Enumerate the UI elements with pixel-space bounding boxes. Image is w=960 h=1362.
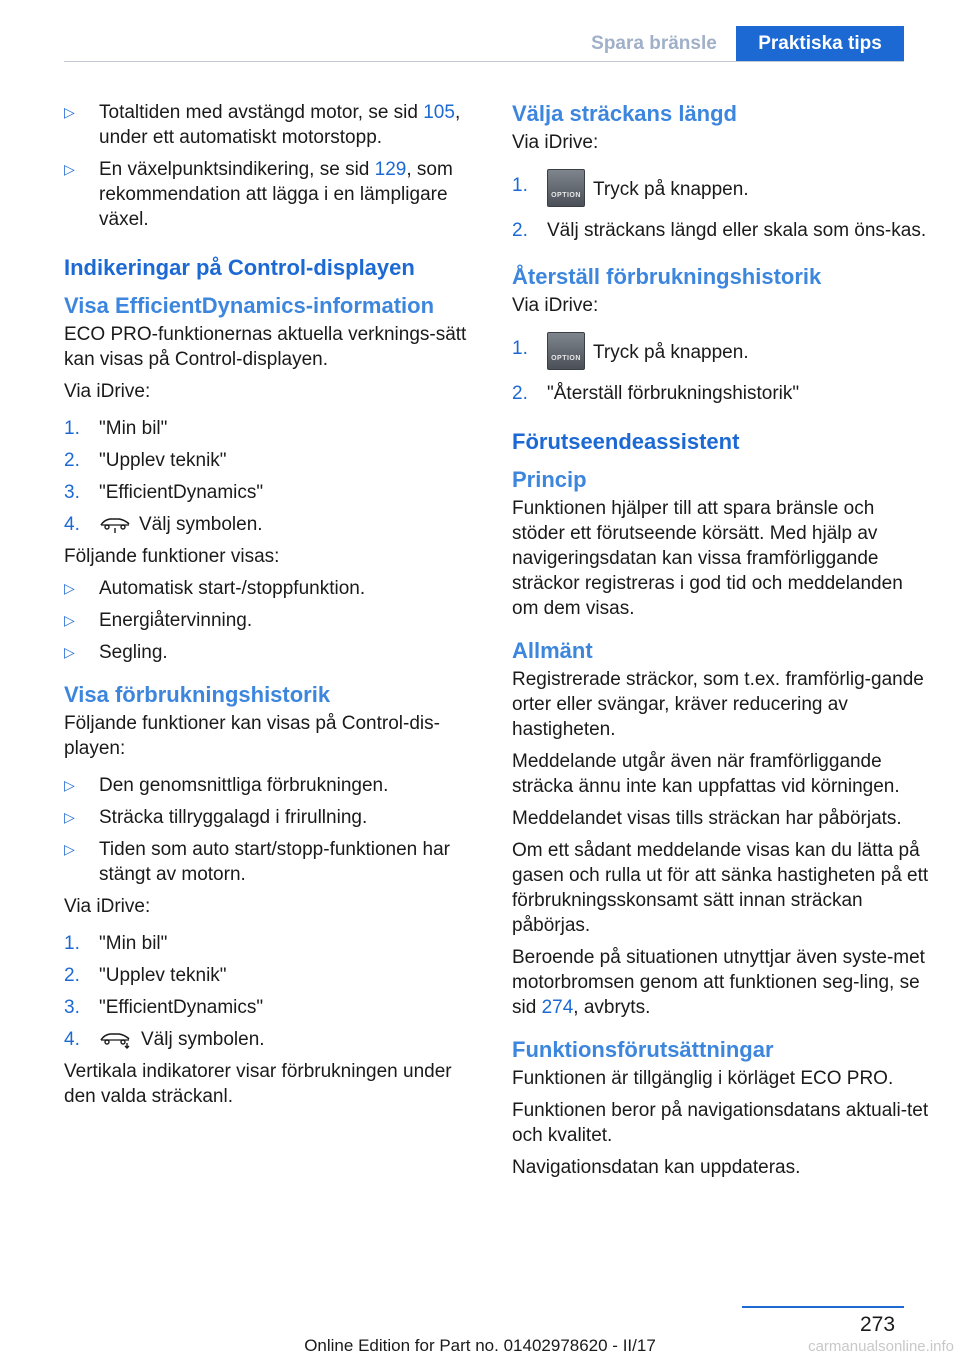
header-divider bbox=[64, 61, 904, 62]
paragraph: Via iDrive: bbox=[512, 295, 599, 316]
bullet-icon: ▷ bbox=[64, 161, 75, 177]
paragraph: Följande funktioner visas: bbox=[64, 546, 280, 567]
list-item: ▷ Automatisk start-/stoppfunktion. bbox=[64, 578, 366, 599]
bullet-icon: ▷ bbox=[64, 841, 75, 857]
subsection-heading: Visa EfficientDynamics-information bbox=[64, 293, 435, 318]
list-item: 1. OPTION Tryck på knappen. bbox=[512, 165, 930, 211]
option-button-icon[interactable]: OPTION bbox=[547, 169, 585, 207]
paragraph: Navigationsdatan kan uppdateras. bbox=[512, 1157, 801, 1178]
section-heading: Indikeringar på Control-displayen bbox=[64, 255, 415, 280]
paragraph: Funktionen hjälper till att spara bränsle och stöder ett förutseende körsätt. Med hjälp av navigeringsdatan kan vissa framförliggande sträckor registreras i god tid och meddelanden om dem visas. bbox=[512, 498, 903, 619]
tab-praktiska-tips[interactable]: Praktiska tips bbox=[736, 26, 904, 62]
bullet-icon: ▷ bbox=[64, 777, 75, 793]
list-item: 2. "Upplev teknik" bbox=[64, 965, 227, 986]
subsection-heading: Princip bbox=[512, 467, 587, 492]
tab-spara-bransle[interactable]: Spara bränsle bbox=[591, 33, 717, 54]
option-button-icon[interactable]: OPTION bbox=[547, 332, 585, 370]
list-item: ▷ Den genomsnittliga förbrukningen. bbox=[64, 775, 389, 796]
bullet-icon: ▷ bbox=[64, 612, 75, 628]
paragraph: Via iDrive: bbox=[64, 381, 151, 402]
list-item: 2. Välj sträckans längd eller skala som öns-kas. bbox=[512, 220, 927, 241]
bullet-icon: ▷ bbox=[64, 104, 75, 120]
paragraph: Via iDrive: bbox=[512, 132, 599, 153]
subsection-heading: Funktionsförutsättningar bbox=[512, 1037, 774, 1062]
eco-car-history-icon bbox=[99, 1031, 133, 1049]
list-item: 1. OPTION Tryck på knappen. bbox=[512, 328, 930, 374]
subsection-heading: Återställ förbrukningshistorik bbox=[512, 264, 822, 289]
left-column bbox=[64, 100, 482, 1116]
list-item: 3. "EfficientDynamics" bbox=[64, 997, 264, 1018]
edition-footer: Online Edition for Part no. 01402978620 - II/17 bbox=[304, 1336, 656, 1355]
paragraph: Funktionen beror på navigationsdatans aktuali-tet och kvalitet. bbox=[512, 1100, 929, 1146]
bullet-icon: ▷ bbox=[64, 580, 75, 596]
page-number: 273 bbox=[860, 1313, 896, 1336]
list-item: ▷ Segling. bbox=[64, 642, 168, 663]
list-item: 1. "Min bil" bbox=[64, 418, 168, 439]
list-item: 2. "Återställ förbrukningshistorik" bbox=[512, 383, 800, 404]
bullet-icon: ▷ bbox=[64, 809, 75, 825]
list-item: ▷ Energiåtervinning. bbox=[64, 610, 253, 631]
page-link[interactable]: 105 bbox=[423, 102, 455, 123]
paragraph: Registrerade sträckor, som t.ex. framförlig-gande orter eller svängar, kräver reducering av hastigheten. bbox=[512, 669, 924, 740]
list-item: ▷ Tiden som auto start/stopp-funktionen har stängt av motorn. bbox=[64, 839, 450, 885]
paragraph: Om ett sådant meddelande visas kan du lätta på gasen och rulla ut för att sänka hastigheten på ett förbrukningsskonsamt sätt innan sträckan påbörjas. bbox=[512, 840, 929, 936]
paragraph: Funktionen är tillgänglig i körläget ECO PRO. bbox=[512, 1068, 894, 1089]
footer-divider bbox=[742, 1306, 904, 1308]
eco-car-icon bbox=[99, 516, 131, 534]
paragraph: Meddelandet visas tills sträckan har påbörjats. bbox=[512, 808, 902, 829]
list-item: 4. Välj symbolen. bbox=[64, 514, 263, 535]
list-item: 1. "Min bil" bbox=[64, 933, 168, 954]
watermark: carmanualsonline.info bbox=[808, 1338, 954, 1355]
page-header bbox=[0, 0, 960, 62]
subsection-heading: Välja sträckans längd bbox=[512, 101, 737, 126]
paragraph: ECO PRO-funktionernas aktuella verknings-sätt kan visas på Control-displayen. bbox=[64, 324, 467, 370]
right-column bbox=[512, 100, 930, 1187]
subsection-heading: Visa förbrukningshistorik bbox=[64, 682, 331, 707]
list-item: 2. "Upplev teknik" bbox=[64, 450, 227, 471]
page-link[interactable]: 274 bbox=[541, 997, 574, 1018]
paragraph: Beroende på situationen utnyttjar även syste-met motorbromsen genom att funktionen seg-ling, se sid 274, avbryts. bbox=[512, 947, 925, 1018]
subsection-heading: Allmänt bbox=[512, 638, 593, 663]
list-item: ▷ Sträcka tillryggalagd i frirullning. bbox=[64, 807, 368, 828]
bullet-icon: ▷ bbox=[64, 644, 75, 660]
paragraph: Meddelande utgår även när framförliggande sträcka ännu inte kan uppfattas vid körningen. bbox=[512, 751, 900, 797]
section-heading: Förutseendeassistent bbox=[512, 429, 740, 454]
paragraph: Via iDrive: bbox=[64, 896, 151, 917]
list-item: 4. Välj symbolen. bbox=[64, 1029, 265, 1050]
list-item: ▷ Totaltiden med avstängd motor, se sid 105, under ett automatiskt motorstopp. bbox=[64, 102, 461, 148]
paragraph: Följande funktioner kan visas på Control-dis-playen: bbox=[64, 713, 440, 759]
list-item: ▷ En växelpunktsindikering, se sid 129, som rekommendation att lägga i en lämpligare växel. bbox=[64, 159, 453, 230]
paragraph: Vertikala indikatorer visar förbrukningen under den valda sträckanl. bbox=[64, 1061, 452, 1107]
list-item: 3. "EfficientDynamics" bbox=[64, 482, 264, 503]
page-link[interactable]: 129 bbox=[374, 159, 407, 180]
